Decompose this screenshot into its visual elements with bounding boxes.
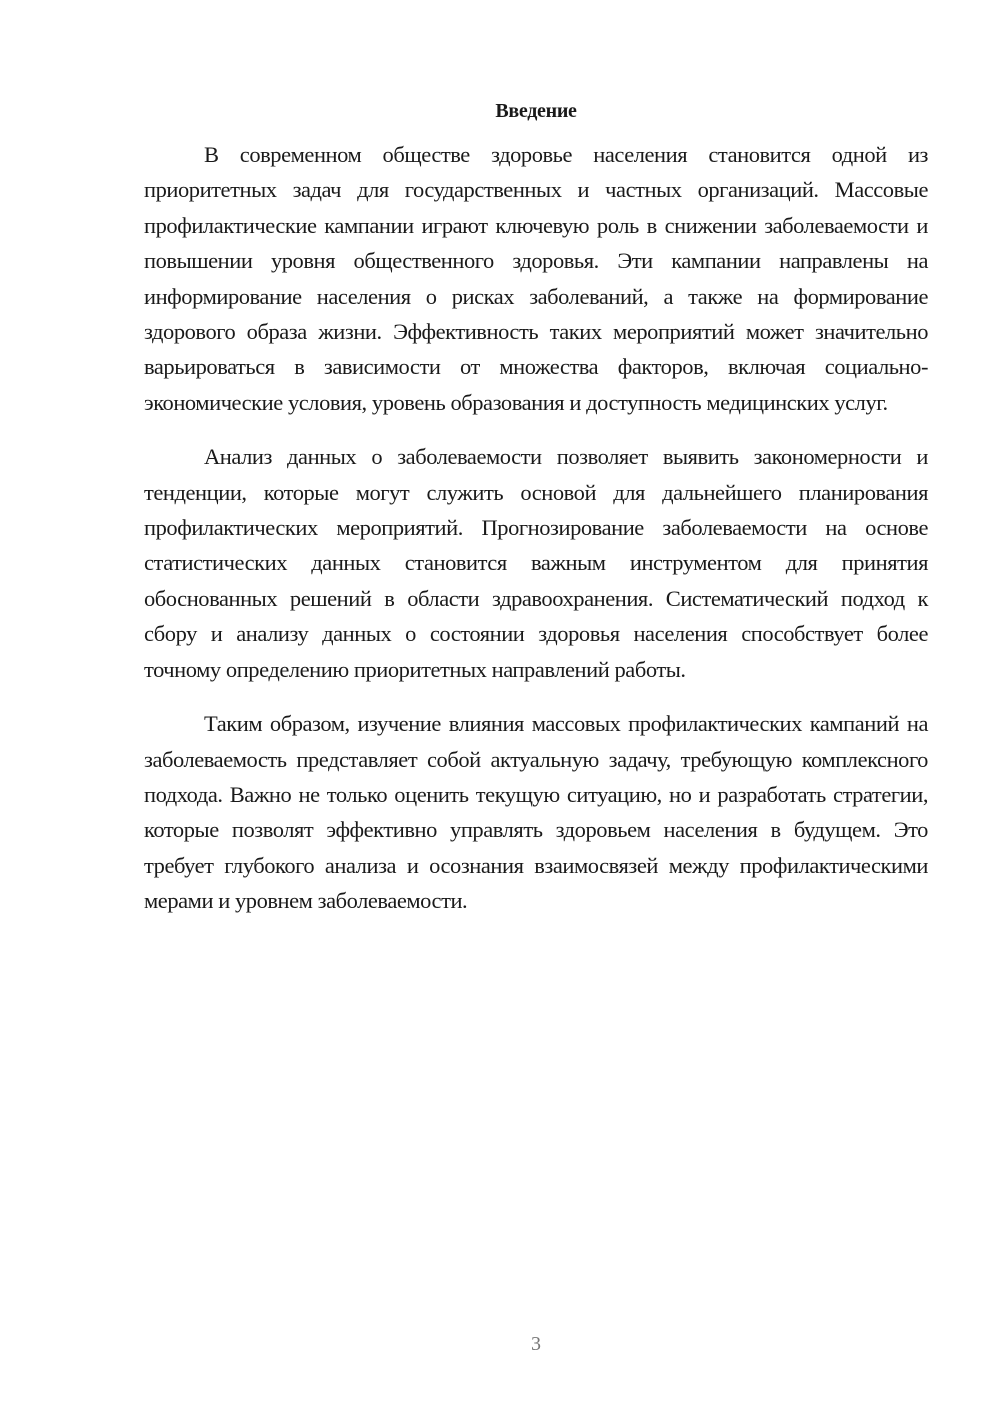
paragraph-1: В современном обществе здоровье населения становится одной из приоритетных задач для государственных и частных организаций. Массовые профилактические кампании играют ключевую роль в снижении заболеваемости и повышении уровня общественного здоровья. Эти кампании направлены на информирование населения о рисках заболеваний, а также на формирование здорового образа жизни. Эффективность таких мероприятий может значительно варьироваться в зависимости от множества факторов, включая социально-экономические условия, уровень образования и доступность медицинских услуг. [144, 142, 928, 415]
paragraph-2: Анализ данных о заболеваемости позволяет выявить закономерности и тенденции, которые могут служить основой для дальнейшего планирования профилактических мероприятий. Прогнозирование заболеваемости на основе статистических данных становится важным инструментом для принятия обоснованных решений в области здравоохранения. Систематический подход к сбору и анализу данных о состоянии здоровья населения способствует более точному определению приоритетных направлений работы. [144, 444, 928, 682]
page-number: 3 [531, 1333, 541, 1355]
page-content [144, 96, 928, 938]
paragraph-3: Таким образом, изучение влияния массовых профилактических кампаний на заболеваемость представляет собой актуальную задачу, требующую комплексного подхода. Важно не только оценить текущую ситуацию, но и разработать стратегии, которые позволят эффективно управлять здоровьем населения в будущем. Это требует глубокого анализа и осознания взаимосвязей между профилактическими мерами и уровнем заболеваемости. [144, 711, 928, 914]
section-title: Введение [495, 100, 577, 122]
